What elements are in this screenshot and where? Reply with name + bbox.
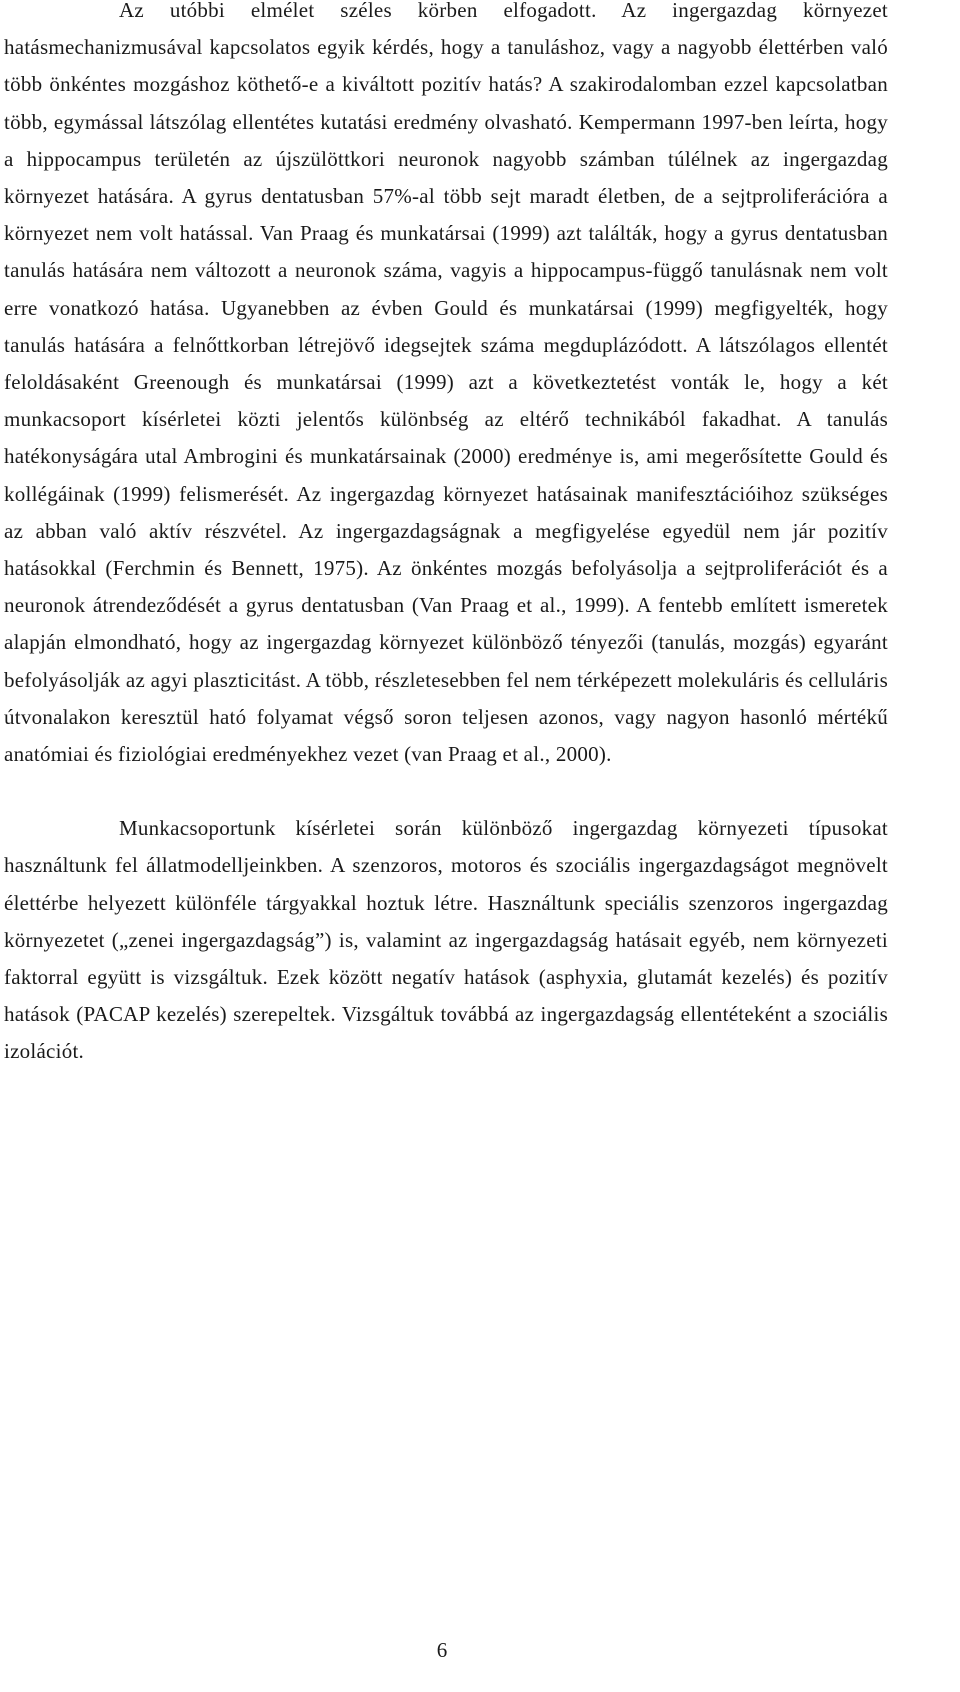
page-number: 6	[436, 1638, 448, 1662]
body-paragraph-2: Munkacsoportunk kísérletei során különböző ingergazdag környezeti típusokat használtunk fel állatmodelljeinkben. A szenzoros, motoros és szociális ingergazdagságot megnövelt élettérbe helyezett különféle tárgyakkal hoztuk létre. Használtunk speciális szenzoros ingergazdag környezetet („zenei ingergazdagság”) is, valamint az ingergazdagság hatásait egyéb, nem környezeti faktorral együtt is vizsgáltuk. Ezek között negatív hatások (asphyxia, glutamát kezelés) és pozitív hatások (PACAP kezelés) szerepeltek. Vizsgáltuk továbbá az ingergazdagság ellentéteként a szociális izolációt.	[4, 816, 888, 1064]
body-paragraph-1: Az utóbbi elmélet széles körben elfogadott. Az ingergazdag környezet hatásmechanizmusával kapcsolatos egyik kérdés, hogy a tanuláshoz, vagy a nagyobb élettérben való több önkéntes mozgáshoz köthető-e a kiváltott pozitív hatás? A szakirodalomban ezzel kapcsolatban több, egymással látszólag ellentétes kutatási eredmény olvasható. Kempermann 1997-ben leírta, hogy a hippocampus területén az újszülöttkori neuronok nagyobb számban túlélnek az ingergazdag környezet hatására. A gyrus dentatusban 57%-al több sejt maradt életben, de a sejtproliferációra a környezet nem volt hatással. Van Praag és munkatársai (1999) azt találták, hogy a gyrus dentatusban tanulás hatására nem változott a neuronok száma, vagyis a hippocampus-függő tanulásnak nem volt erre vonatkozó hatása. Ugyanebben az évben Gould és munkatársai (1999) megfigyelték, hogy tanulás hatására a felnőttkorban létrejövő idegsejtek száma megduplázódott. A látszólagos ellentét feloldásaként Greenough és munkatársai (1999) azt a következtetést vonták le, hogy a két munkacsoport kísérletei közti jelentős különbség az eltérő technikából fakadhat. A tanulás hatékonyságára utal Ambrogini és munkatársainak (2000) eredménye is, ami megerősítette Gould és kollégáinak (1999) felismerését. Az ingergazdag környezet hatásainak manifesztációihoz szükséges az abban való aktív részvétel. Az ingergazdagságnak a megfigyelése egyedül nem jár pozitív hatásokkal (Ferchmin és Bennett, 1975). Az önkéntes mozgás befolyásolja a sejtproliferációt és a neuronok átrendeződését a gyrus dentatusban (Van Praag et al., 1999). A fentebb említett ismeretek alapján elmondható, hogy az ingergazdag környezet különböző tényezői (tanulás, mozgás) egyaránt befolyásolják az agyi plaszticitást. A több, részletesebben fel nem térképezett molekuláris és celluláris útvonalakon keresztül ható folyamat végső soron teljesen azonos, vagy nagyon hasonló mértékű anatómiai és fiziológiai eredményekhez vezet (van Praag et al., 2000).	[4, 0, 888, 767]
document-page	[4, 0, 888, 1071]
